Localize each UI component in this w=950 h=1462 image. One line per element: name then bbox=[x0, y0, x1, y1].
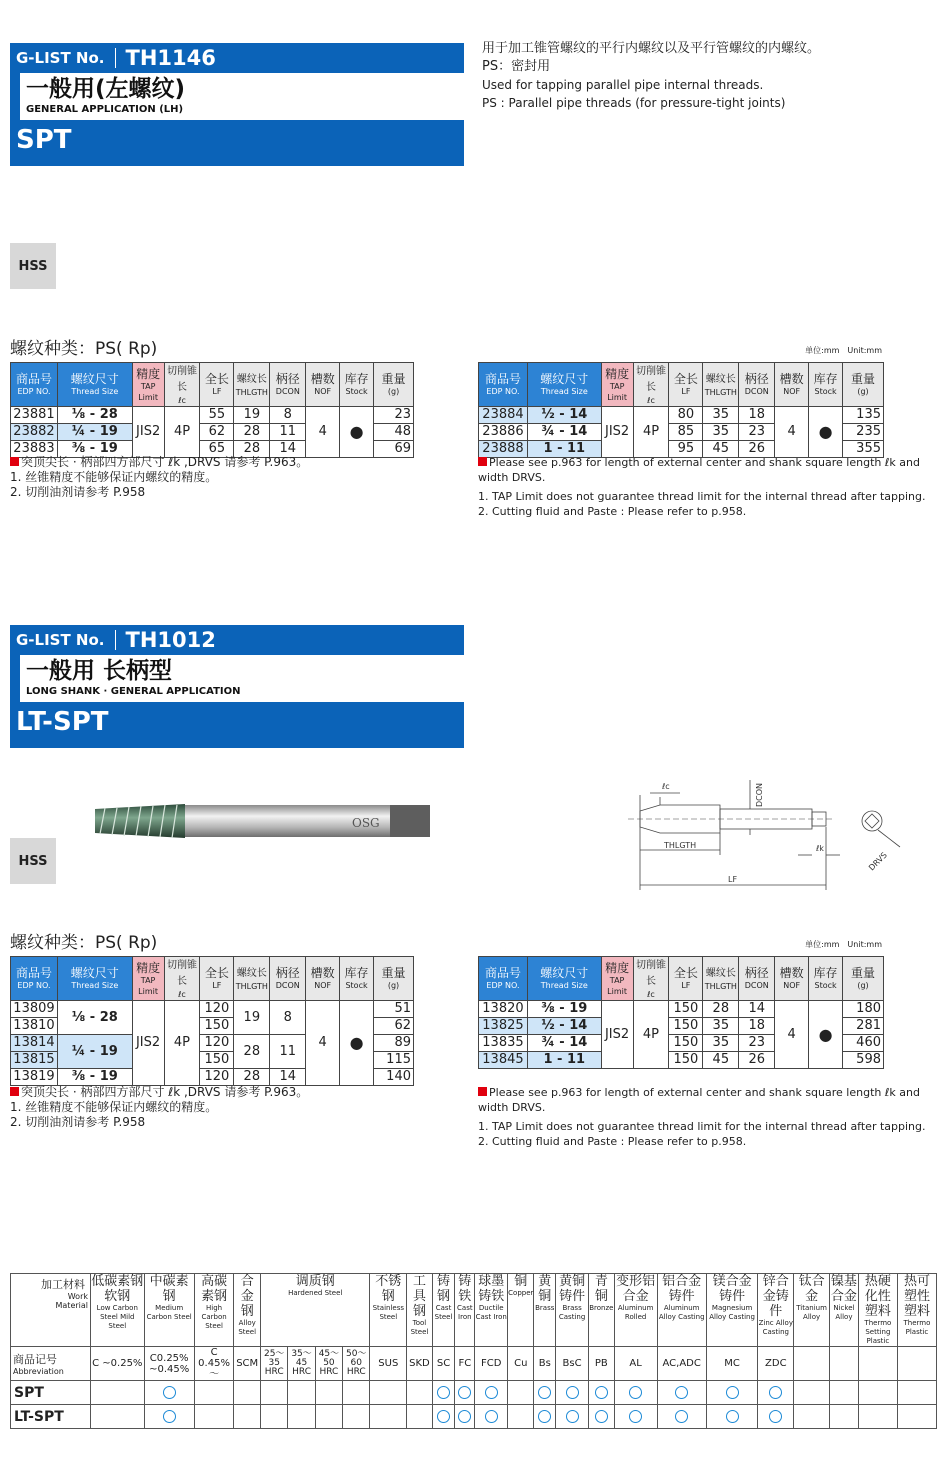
svg-text:ℓc: ℓc bbox=[662, 782, 670, 791]
material-col-2: 高碳素钢 High Carbon Steel bbox=[194, 1274, 234, 1347]
material-col-20: 热硬化性塑料 Thermo Setting Plastic bbox=[858, 1274, 897, 1347]
product-name: SPT bbox=[16, 125, 72, 155]
glist-code: TH1146 bbox=[125, 46, 216, 70]
material-abbr: BsC bbox=[556, 1347, 589, 1381]
material-abbr: C ~0.25% bbox=[91, 1347, 145, 1381]
red-square-icon bbox=[10, 1087, 19, 1096]
table-row: 23888 1 - 11 95 45 26 355 bbox=[479, 441, 884, 458]
material-col-17: 锌合金铸件 Zinc Alloy Casting bbox=[758, 1274, 794, 1347]
table-row: 13835 ¾ - 14 150 35 23 460 bbox=[479, 1035, 884, 1052]
suitable-circle-icon bbox=[566, 1410, 579, 1423]
material-abbr: Bs bbox=[534, 1347, 556, 1381]
suitable-circle-icon bbox=[675, 1386, 688, 1399]
hss-badge: HSS bbox=[10, 243, 56, 289]
material-col-10: 铜 Copper bbox=[508, 1274, 534, 1347]
suitable-circle-icon bbox=[458, 1386, 471, 1399]
material-abbr: SKD bbox=[407, 1347, 433, 1381]
notes-cn: 突顶尖长 · 柄部四方部尺寸 ℓk ,DRVS 请参考 P.963。 1. 丝锥精度不能够保证内螺纹的精度。 2. 切削油剂请参考 P.958 bbox=[10, 455, 309, 499]
section1-header bbox=[10, 43, 464, 166]
material-col-5: 不锈钢 Stainless Steel bbox=[370, 1274, 407, 1347]
material-col-21: 热可塑性塑料 Thermo Plastic bbox=[897, 1274, 936, 1347]
corner-header-top: 加工材料 Work Material bbox=[11, 1274, 91, 1347]
suitable-circle-icon bbox=[629, 1386, 642, 1399]
material-abbr: SCM bbox=[234, 1347, 261, 1381]
material-abbr: SUS bbox=[370, 1347, 407, 1381]
suitable-circle-icon bbox=[437, 1410, 450, 1423]
suitable-circle-icon bbox=[538, 1386, 551, 1399]
material-col-6: 工具钢 Tool Steel bbox=[407, 1274, 433, 1347]
table-row: 23882 ¼ - 19 62 28 11 48 bbox=[11, 424, 414, 441]
table-row: 13825 ½ - 14 150 35 18 281 bbox=[479, 1018, 884, 1035]
product-title-cn: 一般用 长柄型 bbox=[26, 658, 173, 684]
unit-label: 单位:mm Unit:mm bbox=[805, 940, 882, 949]
corner-top: 加工材料 bbox=[41, 1278, 85, 1291]
material-col-18: 钛合金 Titanium Alloy bbox=[794, 1274, 830, 1347]
material-col-15: 铝合金铸件 Aluminum Alloy Casting bbox=[657, 1274, 706, 1347]
material-col-12: 黄铜铸件 Brass Casting bbox=[556, 1274, 589, 1347]
material-col-0: 低碳素钢 软钢 Low Carbon Steel Mild Steel bbox=[91, 1274, 145, 1347]
material-col-4: 调质钢 Hardened Steel bbox=[261, 1274, 370, 1347]
unit-label: 单位:mm Unit:mm bbox=[805, 346, 882, 355]
spec-table-left: 商品号 EDP NO. 螺纹尺寸 Thread Size 精度 TAP Limit 切削锥长 ℓc 全长 LF 螺纹长 THLGTH 柄径 DCON 槽数 NOF 库存 Stock 重量 (g) 23881 ⅛ - 28 JIS2 4P 55 19 8 4 ● 23 23882 ¼ - 19 62 28 11 48 23883 ⅜ - 19 65 28 14 69 bbox=[10, 362, 414, 458]
suitable-circle-icon bbox=[485, 1410, 498, 1423]
suitable-circle-icon bbox=[163, 1386, 176, 1399]
material-col-19: 镍基合金 Nickel Alloy bbox=[830, 1274, 859, 1347]
product-title-cn: 一般用(左螺纹) bbox=[26, 76, 186, 102]
material-abbr: MC bbox=[706, 1347, 758, 1381]
red-square-icon bbox=[478, 1087, 487, 1096]
material-col-7: 铸钢 Cast Steel bbox=[432, 1274, 455, 1347]
glist-label: G-LIST No. bbox=[16, 631, 105, 649]
table-row: 13820 ⅜ - 19 JIS2 4P 150 28 14 4 ● 180 bbox=[479, 1001, 884, 1018]
material-table bbox=[10, 1273, 937, 1429]
hardness-range: 35～45 HRC bbox=[288, 1347, 315, 1381]
material-abbr bbox=[830, 1347, 859, 1381]
material-abbr: ZDC bbox=[758, 1347, 794, 1381]
svg-text:LF: LF bbox=[728, 875, 738, 884]
table-row: 13809 ⅛ - 28 JIS2 4P 120 19 8 4 ● 51 bbox=[11, 1001, 414, 1018]
suitable-circle-icon bbox=[437, 1386, 450, 1399]
table-row: 13819 ⅜ - 19 120 28 14 140 bbox=[11, 1069, 414, 1086]
suitable-circle-icon bbox=[726, 1410, 739, 1423]
product-title-en: GENERAL APPLICATION (LH) bbox=[26, 104, 184, 115]
hss-badge: HSS bbox=[10, 838, 56, 884]
svg-text:DRVS: DRVS bbox=[867, 850, 889, 873]
svg-text:ℓk: ℓk bbox=[816, 844, 824, 853]
material-col-8: 铸铁 Cast Iron bbox=[455, 1274, 475, 1347]
material-abbr bbox=[897, 1347, 936, 1381]
glist-label: G-LIST No. bbox=[16, 49, 105, 67]
suitable-circle-icon bbox=[675, 1410, 688, 1423]
svg-text:DCON: DCON bbox=[755, 782, 764, 807]
table-title: 螺纹种类：PS( Rp) bbox=[10, 339, 158, 359]
material-abbr: AC,ADC bbox=[657, 1347, 706, 1381]
suitable-circle-icon bbox=[458, 1410, 471, 1423]
material-col-13: 青铜 Bronze bbox=[589, 1274, 615, 1347]
material-abbr: C0.25% ~0.45% bbox=[144, 1347, 194, 1381]
dimension-diagram bbox=[620, 775, 920, 895]
product-name: LT-SPT bbox=[16, 707, 109, 737]
table-row: 13845 1 - 11 150 45 26 598 bbox=[479, 1052, 884, 1069]
material-col-16: 镁合金铸件 Magnesium Alloy Casting bbox=[706, 1274, 758, 1347]
material-abbr: Cu bbox=[508, 1347, 534, 1381]
material-row bbox=[11, 1381, 937, 1405]
material-col-3: 合金钢 Alloy Steel bbox=[234, 1274, 261, 1347]
red-square-icon bbox=[478, 457, 487, 466]
hardness-range: 45～50 HRC bbox=[315, 1347, 342, 1381]
material-abbr: FC bbox=[455, 1347, 475, 1381]
product-abbr: SPT bbox=[11, 1381, 91, 1405]
material-abbr: PB bbox=[589, 1347, 615, 1381]
suitable-circle-icon bbox=[726, 1386, 739, 1399]
suitable-circle-icon bbox=[595, 1410, 608, 1423]
notes-en: Please see p.963 for length of external center and shank square length ℓk and width DRVS. 1. TAP Limit does not guarantee thread limit for the internal thread after tapping. 2. Cutting fluid and Paste : Please refer to p.958. bbox=[478, 456, 926, 518]
table-row: 13815 150 115 bbox=[11, 1052, 414, 1069]
material-col-14: 变形铝合金 Aluminum Rolled bbox=[614, 1274, 657, 1347]
suitable-circle-icon bbox=[538, 1410, 551, 1423]
suitable-circle-icon bbox=[769, 1386, 782, 1399]
material-abbr: AL bbox=[614, 1347, 657, 1381]
spec-table-left-2: 商品号 EDP NO. 螺纹尺寸 Thread Size 精度 TAP Limit 切削锥长 ℓc 全长 LF 螺纹长 THLGTH 柄径 DCON 槽数 NOF 库存 Stock 重量 (g) 13809 ⅛ - 28 JIS2 4P 120 19 8 4 ● 51 13810 150 62 13814 ¼ - 19 120 28 11 89 13815 150 115 13819 ⅜ - 19 120 28 14 140 bbox=[10, 956, 414, 1086]
material-abbr: SC bbox=[432, 1347, 455, 1381]
red-square-icon bbox=[10, 457, 19, 466]
suitable-circle-icon bbox=[163, 1410, 176, 1423]
suitable-circle-icon bbox=[595, 1386, 608, 1399]
product-description: 用于加工锥管螺纹的平行内螺纹以及平行管螺纹的内螺纹。 PS：密封用 Used for tapping parallel pipe internal threads. PS : Parallel pipe threads (for pressure-tight joints) bbox=[482, 41, 821, 110]
product-title-en: LONG SHANK · GENERAL APPLICATION bbox=[26, 686, 241, 697]
material-abbr: FCD bbox=[475, 1347, 508, 1381]
suitable-circle-icon bbox=[769, 1410, 782, 1423]
material-abbr bbox=[794, 1347, 830, 1381]
table-row: 23881 ⅛ - 28 JIS2 4P 55 19 8 4 ● 23 bbox=[11, 407, 414, 424]
table-row: 23884 ½ - 14 JIS2 4P 80 35 18 4 ● 135 bbox=[479, 407, 884, 424]
hardness-range: 50～60 HRC bbox=[343, 1347, 370, 1381]
tap-tool-image bbox=[90, 800, 430, 842]
svg-text:THLGTH: THLGTH bbox=[664, 841, 697, 850]
table-row: 23886 ¾ - 14 85 35 23 235 bbox=[479, 424, 884, 441]
corner-header-bottom: 商品记号 Abbreviation bbox=[11, 1347, 91, 1381]
table-title: 螺纹种类：PS( Rp) bbox=[10, 933, 158, 953]
notes-cn: 突顶尖长 · 柄部四方部尺寸 ℓk ,DRVS 请参考 P.963。 1. 丝锥精度不能够保证内螺纹的精度。 2. 切削油剂请参考 P.958 bbox=[10, 1085, 309, 1129]
hardness-range: 25～35 HRC bbox=[261, 1347, 288, 1381]
suitable-circle-icon bbox=[629, 1410, 642, 1423]
material-row bbox=[11, 1405, 937, 1429]
product-abbr: LT-SPT bbox=[11, 1405, 91, 1429]
material-col-9: 球墨铸铁 Ductile Cast Iron bbox=[475, 1274, 508, 1347]
suitable-circle-icon bbox=[566, 1386, 579, 1399]
osg-logo: OSG bbox=[352, 816, 380, 830]
spec-table-right: 商品号 EDP NO. 螺纹尺寸 Thread Size 精度 TAP Limit 切削锥长 ℓc 全长 LF 螺纹长 THLGTH 柄径 DCON 槽数 NOF 库存 Stock 重量 (g) 23884 ½ - 14 JIS2 4P 80 35 18 4 ● 135 23886 ¾ - 14 85 35 23 235 23888 1 - 11 95 45 26 355 bbox=[478, 362, 884, 458]
glist-code: TH1012 bbox=[125, 628, 216, 652]
material-abbr: C 0.45%～ bbox=[194, 1347, 234, 1381]
material-abbr bbox=[858, 1347, 897, 1381]
table-row: 13810 150 62 bbox=[11, 1018, 414, 1035]
table-row: 23883 ⅜ - 19 65 28 14 69 bbox=[11, 441, 414, 458]
material-col-11: 黄铜 Brass bbox=[534, 1274, 556, 1347]
section2-header bbox=[10, 625, 464, 748]
spec-table-right-2: 商品号 EDP NO. 螺纹尺寸 Thread Size 精度 TAP Limit 切削锥长 ℓc 全长 LF 螺纹长 THLGTH 柄径 DCON 槽数 NOF 库存 Stock 重量 (g) 13820 ⅜ - 19 JIS2 4P 150 28 14 4 ● 180 13825 ½ - 14 150 35 18 281 13835 ¾ - 14 150 35 23 460 13845 1 - 11 150 45 26 598 bbox=[478, 956, 884, 1069]
suitable-circle-icon bbox=[485, 1386, 498, 1399]
material-col-1: 中碳素钢 Medium Carbon Steel bbox=[144, 1274, 194, 1347]
table-row: 13814 ¼ - 19 120 28 11 89 bbox=[11, 1035, 414, 1052]
notes-en: Please see p.963 for length of external center and shank square length ℓk and width DRVS. 1. TAP Limit does not guarantee thread limit for the internal thread after tapping. 2. Cutting fluid and Paste : Please refer to p.958. bbox=[478, 1086, 926, 1148]
